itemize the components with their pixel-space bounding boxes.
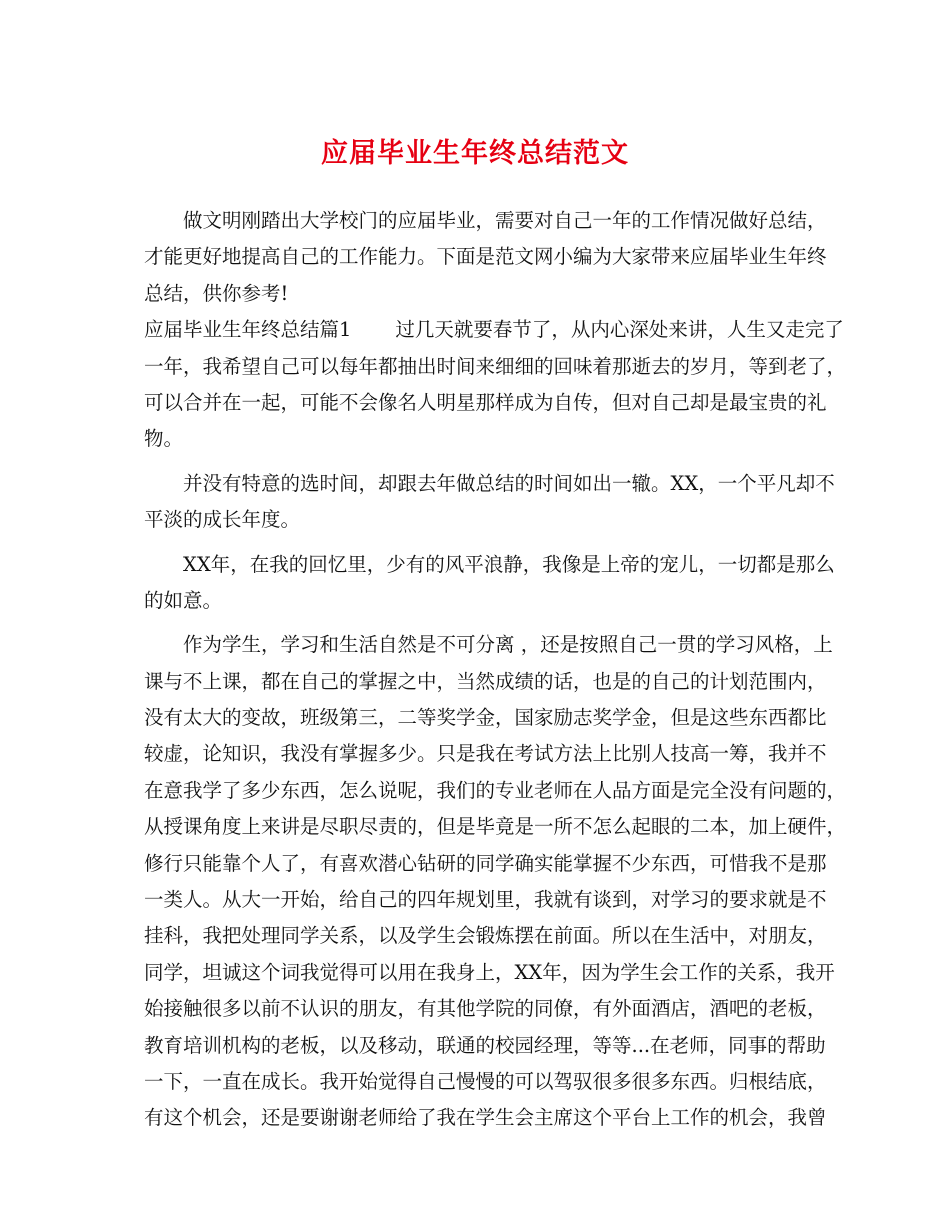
paragraph-line: 有这个机会，还是要谢谢老师给了我在学生会主席这个平台上工作的机会，我曾 xyxy=(144,1106,827,1130)
paragraph-line: 做文明刚踏出大学校门的应届毕业，需要对自己一年的工作情况做好总结， xyxy=(183,209,827,232)
section-heading: 应届毕业生年终总结篇1 xyxy=(144,318,352,342)
paragraph-line: 的如意。 xyxy=(144,588,223,612)
paragraph-line: 物。 xyxy=(144,427,184,451)
paragraph-line: 始接触很多以前不认识的朋友，有其他学院的同僚，有外面酒店，酒吧的老板， xyxy=(144,997,827,1021)
paragraph-line: XX年，在我的回忆里，少有的风平浪静，我像是上帝的宠儿，一切都是那么 xyxy=(183,552,835,576)
paragraph-line: 教育培训机构的老板，以及移动，联通的校园经理，等等...在老师，同事的帮助 xyxy=(144,1033,826,1057)
paragraph-line: 作为学生，学习和生活自然是不可分离 ，还是按照自己一贯的学习风格，上 xyxy=(183,633,833,657)
paragraph-line: 同学，坦诚这个词我觉得可以用在我身上，XX年，因为学生会工作的关系，我开 xyxy=(144,960,835,984)
paragraph-line: 平淡的成长年度。 xyxy=(144,508,301,532)
paragraph-line: 没有太大的变故，班级第三，二等奖学金，国家励志奖学金，但是这些东西都比 xyxy=(144,706,827,730)
section-heading-line xyxy=(144,312,844,348)
paragraph-line: 可以合并在一起，可能不会像名人明星那样成为自传，但对自己却是最宝贵的礼 xyxy=(144,390,827,414)
paragraph-line: 课与不上课，都在自己的掌握之中，当然成绩的话，也是的自己的计划范围内， xyxy=(144,669,827,693)
paragraph-line: 较虚，论知识，我没有掌握多少。只是我在考试方法上比别人技高一筹，我并不 xyxy=(144,742,827,766)
document-title: 应届毕业生年终总结范文 xyxy=(321,138,629,169)
document-body xyxy=(144,203,847,1137)
paragraph-line: 才能更好地提高自己的工作能力。下面是范文网小编为大家带来应届毕业生年终 xyxy=(144,245,827,269)
paragraph-line: 修行只能靠个人了，有喜欢潜心钻研的同学确实能掌握不少东西，可惜我不是那 xyxy=(144,851,827,875)
paragraph-line: 一年，我希望自己可以每年都抽出时间来细细的回味着那逝去的岁月，等到老了， xyxy=(144,354,847,378)
paragraph-line: 挂科，我把处理同学关系，以及学生会锻炼摆在前面。所以在生活中，对朋友， xyxy=(144,924,827,948)
paragraph-line: 在意我学了多少东西，怎么说呢，我们的专业老师在人品方面是完全没有问题的， xyxy=(144,778,847,802)
paragraph-line: 一下，一直在成长。我开始觉得自己慢慢的可以驾驭很多很多东西。归根结底， xyxy=(144,1069,827,1093)
paragraph-text: 过几天就要春节了，从内心深处来讲，人生又走完了 xyxy=(395,318,844,342)
paragraph-line: 一类人。从大一开始，给自己的四年规划里，我就有谈到，对学习的要求就是不 xyxy=(144,888,827,912)
paragraph-line: 并没有特意的选时间，却跟去年做总结的时间如出一辙。XX，一个平凡却不 xyxy=(183,471,835,495)
paragraph-line: 从授课角度上来讲是尽职尽责的，但是毕竟是一所不怎么起眼的二本，加上硬件， xyxy=(144,815,847,839)
paragraph-line: 总结，供你参考! xyxy=(144,281,289,305)
